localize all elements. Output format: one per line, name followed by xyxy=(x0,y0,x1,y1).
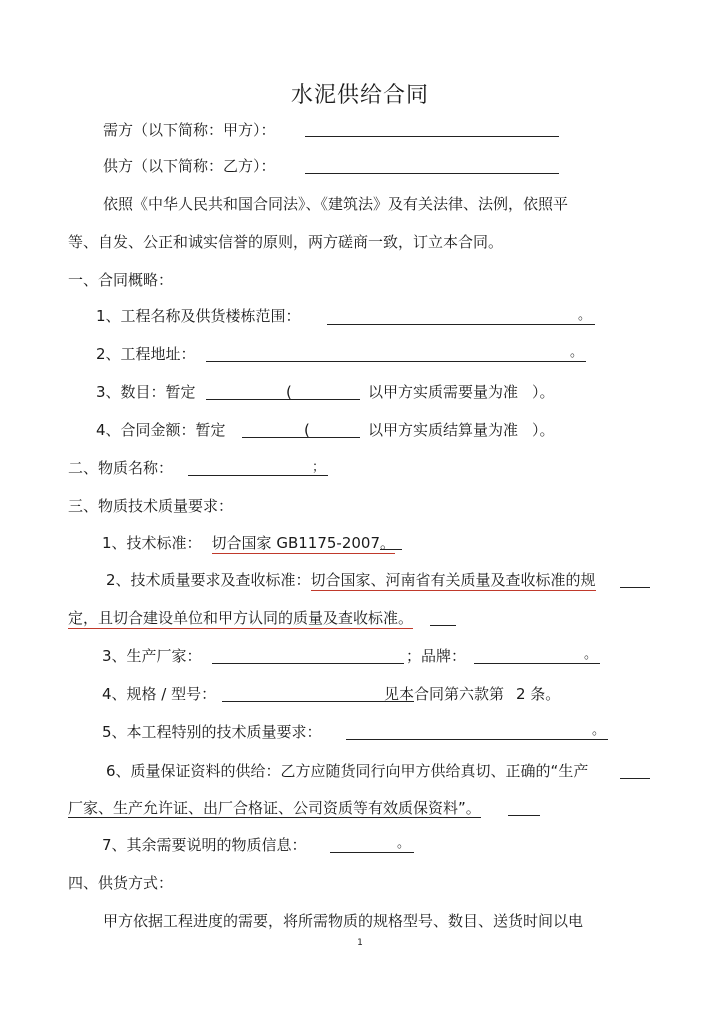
s1-item-3-blank xyxy=(206,383,360,400)
s3-item-4-value: 见本合同第六款第 xyxy=(384,685,505,703)
s1-item-3-close: ）。 xyxy=(532,383,555,401)
s3-item-3-blank xyxy=(212,647,404,664)
section-3-heading: 三、物质技术质量要求： xyxy=(68,497,234,515)
party-a-line xyxy=(103,120,276,140)
s3-item-7-period: 。 xyxy=(397,836,411,851)
s3-item-7-label: 7、其余需要说明的物质信息： xyxy=(102,836,307,854)
s4-paragraph: 甲方依据工程进度的需要，将所需物质的规格型号、数目、送货时间以电 xyxy=(103,912,584,930)
s3-item-3-brand: ；品牌： xyxy=(406,647,467,665)
party-a-blank xyxy=(305,120,559,137)
s1-item-3-label: 3、数目：暂定 xyxy=(96,383,196,401)
s3-item-2-label: 2、技术质量要求及查收标准： xyxy=(106,571,311,589)
s3-item-1-value: 切合国家 GB1175-2007。 xyxy=(211,534,395,552)
party-b-blank xyxy=(305,157,559,174)
s3-item-3-brand-blank xyxy=(474,647,600,664)
section-1-heading: 一、合同概略： xyxy=(68,271,174,289)
party-a-label: 需方（以下简称：甲方）： xyxy=(103,121,276,139)
s3-item-5-label: 5、本工程特别的技术质量要求： xyxy=(102,723,322,741)
s1-item-4-blank xyxy=(242,421,360,438)
s3-item-2-cont-blank xyxy=(430,609,456,626)
page-number: 1 xyxy=(357,938,363,948)
s1-item-4-close: ）。 xyxy=(532,421,555,439)
s3-item-2-cont-line xyxy=(68,608,413,628)
s1-item-2-label: 2、工程地址： xyxy=(96,345,196,363)
document-title: 水泥供给合同 xyxy=(290,83,429,108)
s1-item-3-paren: ( xyxy=(286,383,292,401)
s1-item-1-blank xyxy=(327,308,595,325)
s3-item-6-cont-blank xyxy=(508,799,540,816)
s1-item-2-blank xyxy=(206,345,586,362)
s1-item-2-period: 。 xyxy=(570,345,584,360)
s1-item-1 xyxy=(96,306,301,326)
section-4-heading: 四、供货方式： xyxy=(68,874,174,892)
s3-item-3-label: 3、生产厂家： xyxy=(102,647,202,665)
s3-item-1-label: 1、技术标准： xyxy=(102,534,202,552)
s2-semicolon: ； xyxy=(312,460,326,475)
s1-item-1-period: 。 xyxy=(578,308,592,323)
s3-item-6-value: 乙方应随货同行向甲方供给真切、正确的“生产 xyxy=(280,762,589,780)
s1-item-4-label: 4、合同金额：暂定 xyxy=(96,421,226,439)
party-b-line xyxy=(103,156,276,176)
s1-item-4-note: 以甲方实质结算量为准 xyxy=(368,421,519,439)
s3-item-5-period: 。 xyxy=(592,723,606,738)
s3-item-2 xyxy=(106,570,596,590)
s3-item-4-label: 4、规格 / 型号： xyxy=(102,685,217,703)
section-2-heading: 二、物质名称： xyxy=(68,459,174,477)
s2-blank xyxy=(188,459,328,476)
s3-item-6 xyxy=(106,761,588,781)
s3-item-2-blank xyxy=(620,571,650,588)
party-b-label: 供方（以下简称：乙方）： xyxy=(103,157,276,175)
s1-item-3-note: 以甲方实质需要量为准 xyxy=(368,383,519,401)
s3-item-1 xyxy=(102,533,395,553)
s3-item-6-blank xyxy=(620,762,650,779)
s3-item-2-value: 切合国家、河南省有关质量及查收标准的规 xyxy=(310,571,596,589)
s1-item-1-label: 1、工程名称及供货楼栋范围： xyxy=(96,307,301,325)
s3-item-6-continuation: 厂家、生产允许证、出厂合格证、公司资质等有效质保资料”。 xyxy=(68,799,481,817)
s3-item-6-label: 6、质量保证资料的供给： xyxy=(106,762,281,780)
s3-item-6-cont-line xyxy=(68,798,481,818)
s3-item-3-period: 。 xyxy=(584,647,598,662)
s1-item-4-paren: ( xyxy=(304,421,310,439)
intro-line-1: 依照《中华人民共和国合同法》、《建筑法》及有关法律、法例，依照平 xyxy=(103,195,569,213)
s3-item-5-blank xyxy=(346,723,608,740)
s3-item-2-continuation: 定，且切合建设单位和甲方认同的质量及查收标准。 xyxy=(68,609,414,627)
s3-item-4-num: 2 条。 xyxy=(516,685,561,703)
intro-line-2: 等、自发、公正和诚实信誉的原则，两方磋商一致，订立本合同。 xyxy=(68,233,504,251)
s3-item-1-blank xyxy=(380,533,402,550)
